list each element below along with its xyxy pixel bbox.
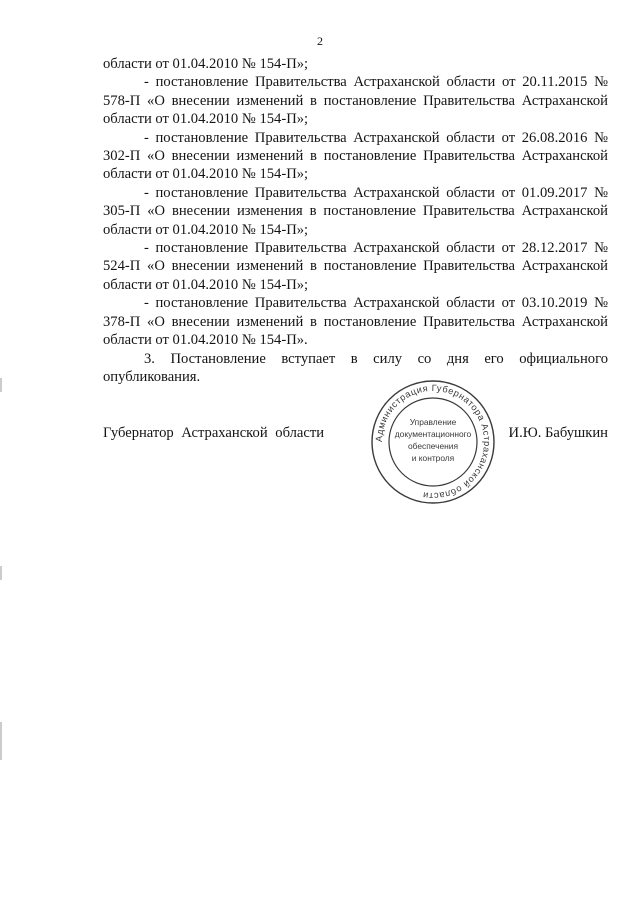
document-body bbox=[103, 55, 608, 386]
signer-title: Губернатор Астраханской области bbox=[103, 425, 325, 441]
scan-margin-marks bbox=[0, 0, 4, 905]
stamp-center-line: обеспечения bbox=[408, 441, 458, 451]
paragraph-item: - постановление Правительства Астраханской области от 26.08.2016 № 302-П «О внесении изменений в постановление Правительства Астраханской области от 01.04.2010 № 154-П»; bbox=[103, 129, 608, 183]
paragraph-continuation: области от 01.04.2010 № 154-П»; bbox=[103, 56, 309, 72]
signature-block bbox=[103, 424, 608, 444]
page-number: 2 bbox=[317, 34, 323, 48]
paragraph-item: - постановление Правительства Астраханской области от 28.12.2017 № 524-П «О внесении изменений в постановление Правительства Астраханской области от 01.04.2010 № 154-П»; bbox=[103, 240, 608, 293]
signer-name: И.Ю. Бабушкин bbox=[508, 425, 608, 441]
official-stamp bbox=[368, 377, 498, 507]
paragraph-item: - постановление Правительства Астраханской области от 20.11.2015 № 578-П «О внесении изменений в постановление Правительства Астраханской области от 01.04.2010 № 154-П»; bbox=[103, 74, 608, 128]
stamp-ring-textpath: Администрация Губернатора Астраханской области bbox=[373, 382, 493, 502]
paragraph-effective-date: 3. Постановление вступает в силу со дня его официального опубликования. bbox=[103, 350, 608, 385]
stamp-center-line: и контроля bbox=[411, 453, 455, 463]
paragraph-item: - постановление Правительства Астраханской области от 01.09.2017 № 305-П «О внесении изменения в постановление Правительства Астраханской области от 01.04.2010 № 154-П»; bbox=[103, 184, 608, 238]
stamp-center-line: документационного bbox=[394, 429, 472, 439]
paragraph-item: - постановление Правительства Астраханской области от 03.10.2019 № 378-П «О внесении изменений в постановление Правительства Астраханской области от 01.04.2010 № 154-П». bbox=[103, 295, 608, 349]
stamp-center-line: Управление bbox=[409, 417, 457, 427]
